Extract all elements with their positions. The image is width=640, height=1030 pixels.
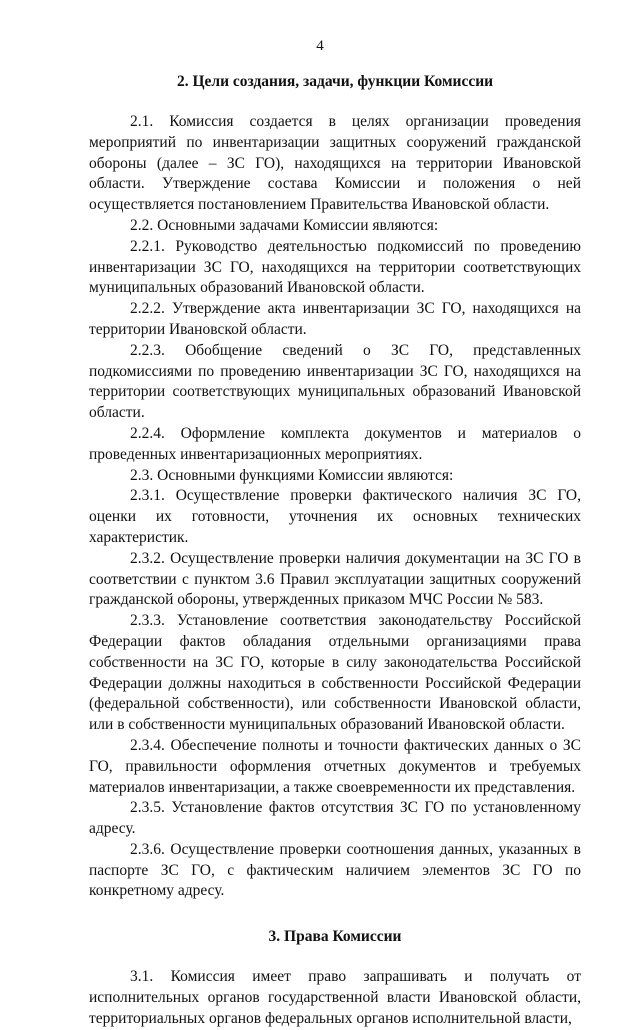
paragraph-2-3: 2.3. Основными функциями Комиссии являются:	[130, 466, 454, 484]
paragraph-2-2-2: 2.2.2. Утверждение акта инвентаризации ЗС ГО, находящихся на территории Ивановской области.	[89, 300, 581, 338]
page-number: 4	[316, 38, 324, 54]
section-2	[89, 72, 581, 902]
paragraph-2-3-3: 2.3.3. Установление соответствия законодательству Российской Федерации фактов обладания отдельными организациями права собственности на ЗС ГО, которые в силу законодательства Российской Федерации должны находиться в собственности Российской Федерации (федеральной собственности), или собственности Ивановской области, или в собственности муниципальных образований Ивановской области.	[89, 612, 581, 734]
paragraph-2-2-1: 2.2.1. Руководство деятельностью подкомиссий по проведению инвентаризации ЗС ГО, находящихся на территории соответствующих муниципальных образований Ивановской области.	[89, 237, 581, 297]
paragraph-2-3-1: 2.3.1. Осуществление проверки фактического наличия ЗС ГО, оценки их готовности, уточнения их основных технических характеристик.	[89, 487, 581, 546]
section-2-heading: 2. Цели создания, задачи, функции Комиссии	[176, 73, 494, 90]
document-body	[89, 66, 581, 1030]
paragraph-2-2-3: 2.2.3. Обобщение сведений о ЗС ГО, представленных подкомиссиями по проведению инвентаризации ЗС ГО, находящихся на территории соответствующих муниципальных образований Ивановской области.	[89, 341, 581, 422]
paragraph-3-1: 3.1. Комиссия имеет право запрашивать и получать от исполнительных органов государственной власти Ивановской области, территориальных органов федеральных органов исполнительной власти,	[89, 968, 581, 1027]
paragraph-2-2-4: 2.2.4. Оформление комплекта документов и материалов о проведенных инвентаризационных мероприятиях.	[89, 424, 581, 463]
section-3-heading: 3. Права Комиссии	[268, 928, 402, 946]
paragraph-2-2: 2.2. Основными задачами Комиссии являются:	[130, 216, 439, 234]
paragraph-2-3-4: 2.3.4. Обеспечение полноты и точности фактических данных о ЗС ГО, правильности оформления отчетных документов и требуемых материалов инвентаризации, а также своевременности их представления.	[89, 736, 581, 796]
paragraph-2-1: 2.1. Комиссия создается в целях организации проведения мероприятий по инвентаризации защитных сооружений гражданской обороны (далее – ЗС ГО), находящихся на территории Ивановской области. Утверждение состава Комиссии и положения о ней осуществляется постановлением Правительства Ивановской области.	[89, 113, 581, 214]
section-3	[89, 927, 581, 1029]
paragraph-2-3-5: 2.3.5. Установление фактов отсутствия ЗС ГО по установленному адресу.	[89, 799, 581, 838]
paragraph-2-3-2: 2.3.2. Осуществление проверки наличия документации на ЗС ГО в соответствии с пунктом 3.6 Правил эксплуатации защитных сооружений гражданской обороны, утвержденных приказом МЧС России № 583.	[89, 549, 581, 609]
paragraph-2-3-6: 2.3.6. Осуществление проверки соотношения данных, указанных в паспорте ЗС ГО, с фактическим наличием элементов ЗС ГО по конкретному адресу.	[89, 840, 581, 900]
